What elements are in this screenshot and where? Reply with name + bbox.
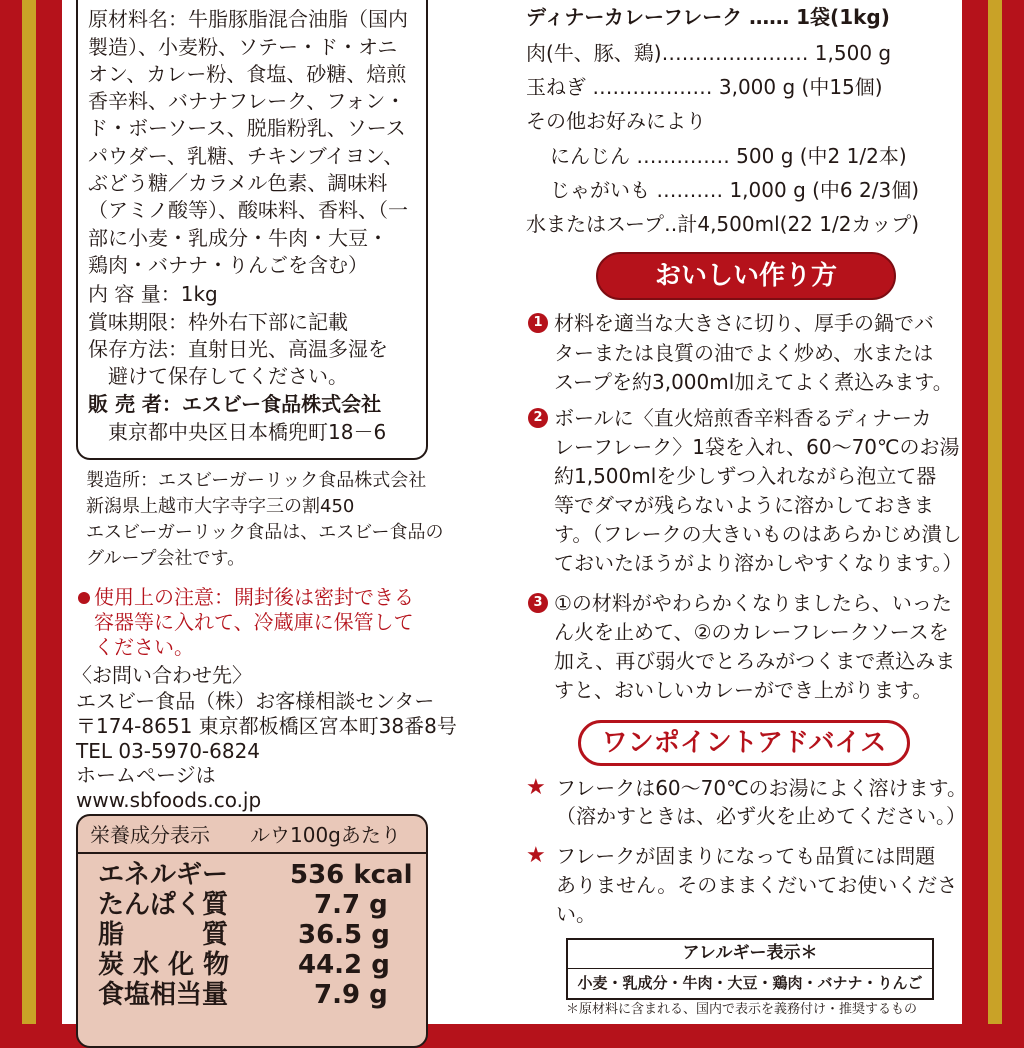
nutrition-header bbox=[78, 816, 426, 854]
step-number-icon: 2 bbox=[528, 408, 548, 428]
manufacturer-line: 製造所：エスビーガーリック食品株式会社 bbox=[86, 470, 427, 491]
tip-line: フレークは60～70℃のお湯によく溶けます。 bbox=[556, 776, 967, 800]
tip-line: ありません。そのままくだいてお使いくださ bbox=[556, 873, 958, 897]
best-before: 賞味期限：枠外右下部に記載 bbox=[88, 310, 348, 334]
nutrition-value: 7.7 g bbox=[314, 890, 388, 920]
ingredient-line: ぶどう糖／カラメル色素、調味料 bbox=[88, 171, 388, 195]
ingredient-line: （アミノ酸等）、酸味料、香料、（一 bbox=[88, 198, 408, 222]
allergy-box bbox=[566, 938, 934, 1000]
step-line: す。（フレークの大きいものはあらかじめ潰し bbox=[554, 522, 962, 546]
caution-bullet-icon bbox=[78, 592, 90, 604]
allergy-title: アレルギー表示＊ bbox=[682, 943, 818, 963]
ingredient-line: ド・ボーソース、脱脂粉乳、ソース bbox=[88, 116, 406, 140]
howto-title: おいしい作り方 bbox=[596, 252, 896, 300]
seller-address: 東京都中央区日本橋兜町18－6 bbox=[88, 420, 387, 444]
caution-line: ください。 bbox=[94, 635, 194, 659]
nutrition-label: たんぱく質 bbox=[98, 890, 229, 920]
tip-line: （溶かすときは、必ず火を止めてください。） bbox=[556, 804, 966, 828]
contact-line: www.sbfoods.co.jp bbox=[76, 788, 262, 812]
ingredient-line: パウダー、乳糖、チキンブイヨン、 bbox=[88, 144, 404, 168]
nutrition-table bbox=[76, 814, 428, 1048]
step-line: 材料を適当な大きさに切り、厚手の鍋でバ bbox=[554, 311, 934, 335]
step-line: ターまたは良質の油でよく炒め、水または bbox=[554, 341, 934, 365]
recipe-line: 肉(牛、豚、鶏)‥‥‥‥‥‥‥‥‥‥‥ 1,500 g bbox=[526, 41, 892, 65]
manufacturer-line: 新潟県上越市大字寺字三の割450 bbox=[86, 496, 355, 517]
nutrition-label: 食塩相当量 bbox=[98, 980, 229, 1010]
ingredient-line: オン、カレー粉、食塩、砂糖、焙煎 bbox=[88, 62, 407, 86]
seller: 販 売 者：エスビー食品株式会社 bbox=[88, 392, 382, 416]
nutrition-value: 36.5 g bbox=[298, 920, 390, 950]
caution-line: 使用上の注意：開封後は密封できる bbox=[94, 585, 414, 609]
advice-title: ワンポイントアドバイス bbox=[578, 720, 910, 766]
left-gold-stripe bbox=[22, 0, 36, 1024]
star-icon: ★ bbox=[526, 775, 546, 800]
storage: 保存方法：直射日光、高温多湿を bbox=[88, 337, 388, 361]
ingredient-line: 部に小麦・乳成分・牛肉・大豆・ bbox=[88, 226, 388, 250]
step-number-icon: 3 bbox=[528, 593, 548, 613]
nutrition-label: エネルギー bbox=[98, 860, 229, 890]
tip-line: い。 bbox=[556, 902, 596, 926]
step-line: ん火を止めて、②のカレーフレークソースを bbox=[554, 620, 949, 644]
recipe-line: ディナーカレーフレーク ‥‥‥ 1袋(1kg) bbox=[526, 5, 890, 29]
contact-line: ホームページは bbox=[76, 763, 216, 787]
step-line: ておいたほうがより溶かしやすくなります。） bbox=[554, 551, 963, 575]
caution-line: 容器等に入れて、冷蔵庫に保管して bbox=[94, 610, 414, 634]
recipe-line: 水またはスープ‥計4,500ml(22 1/2カップ) bbox=[526, 212, 920, 236]
manufacturer-line: エスビーガーリック食品は、エスビー食品の bbox=[86, 522, 444, 543]
step-line: ボールに〈直火焙煎香辛料香るディナーカ bbox=[554, 406, 932, 430]
ingredient-line: 鶏肉・バナナ・りんごを含む） bbox=[88, 253, 368, 277]
recipe-line: その他お好みにより bbox=[526, 109, 706, 133]
contact-line: 〈お問い合わせ先〉 bbox=[72, 663, 252, 687]
contact-line: エスビー食品（株）お客様相談センター bbox=[76, 689, 435, 713]
recipe-line: じゃがいも ‥‥‥‥‥ 1,000 g (中6 2/3個) bbox=[550, 178, 920, 202]
net-weight: 内 容 量：1kg bbox=[88, 282, 218, 306]
contact-line: TEL 03-5970-6824 bbox=[76, 739, 261, 763]
recipe-line: 玉ねぎ ‥‥‥‥‥‥‥‥‥ 3,000 g (中15個) bbox=[526, 75, 883, 99]
step-line: スープを約3,000ml加えてよく煮込みます。 bbox=[554, 370, 953, 394]
ingredient-line: 原材料名：牛脂豚脂混合油脂（国内 bbox=[88, 7, 408, 31]
ingredient-line: 香辛料、バナナフレーク、フォン・ bbox=[88, 89, 406, 113]
star-icon: ★ bbox=[526, 843, 546, 868]
nutrition-basis: ルウ100gあたり bbox=[250, 823, 401, 847]
nutrition-value: 7.9 g bbox=[314, 980, 388, 1010]
tip-line: フレークが固まりになっても品質には問題 bbox=[556, 844, 936, 868]
step-line: 等でダマが残らないように溶かしておきま bbox=[554, 493, 934, 517]
nutrition-label: 炭 水 化 物 bbox=[98, 950, 230, 980]
storage: 避けて保存してください。 bbox=[88, 364, 348, 388]
recipe-line: にんじん ‥‥‥‥‥‥‥ 500 g (中2 1/2本) bbox=[550, 144, 907, 168]
nutrition-value: 44.2 g bbox=[298, 950, 390, 980]
ingredient-line: 製造）、小麦粉、ソテー・ド・オニ bbox=[88, 35, 398, 59]
step-line: ①の材料がやわらかくなりましたら、いった bbox=[554, 591, 952, 615]
contact-line: 〒174-8651 東京都板橋区宮本町38番8号 bbox=[76, 714, 457, 738]
right-gold-stripe bbox=[988, 0, 1002, 1024]
allergy-note: ＊原材料に含まれる、国内で表示を義務付け・推奨するもの bbox=[566, 1002, 918, 1017]
nutrition-value: 536 kcal bbox=[290, 860, 413, 890]
nutrition-label: 脂 質 bbox=[98, 920, 229, 950]
step-number-icon: 1 bbox=[528, 313, 548, 333]
manufacturer-line: グループ会社です。 bbox=[86, 548, 246, 569]
nutrition-title: 栄養成分表示 bbox=[90, 823, 210, 847]
step-line: レーフレーク〉1袋を入れ、60～70℃のお湯 bbox=[554, 435, 960, 459]
step-line: すと、おいしいカレーができ上がります。 bbox=[554, 678, 933, 702]
step-line: 約1,500mlを少しずつ入れながら泡立て器 bbox=[554, 464, 937, 488]
allergy-divider bbox=[568, 968, 932, 969]
step-line: 加え、再び弱火でとろみがつくまで煮込みま bbox=[554, 649, 956, 673]
allergy-items: 小麦・乳成分・牛肉・大豆・鶏肉・バナナ・りんご bbox=[577, 974, 923, 992]
